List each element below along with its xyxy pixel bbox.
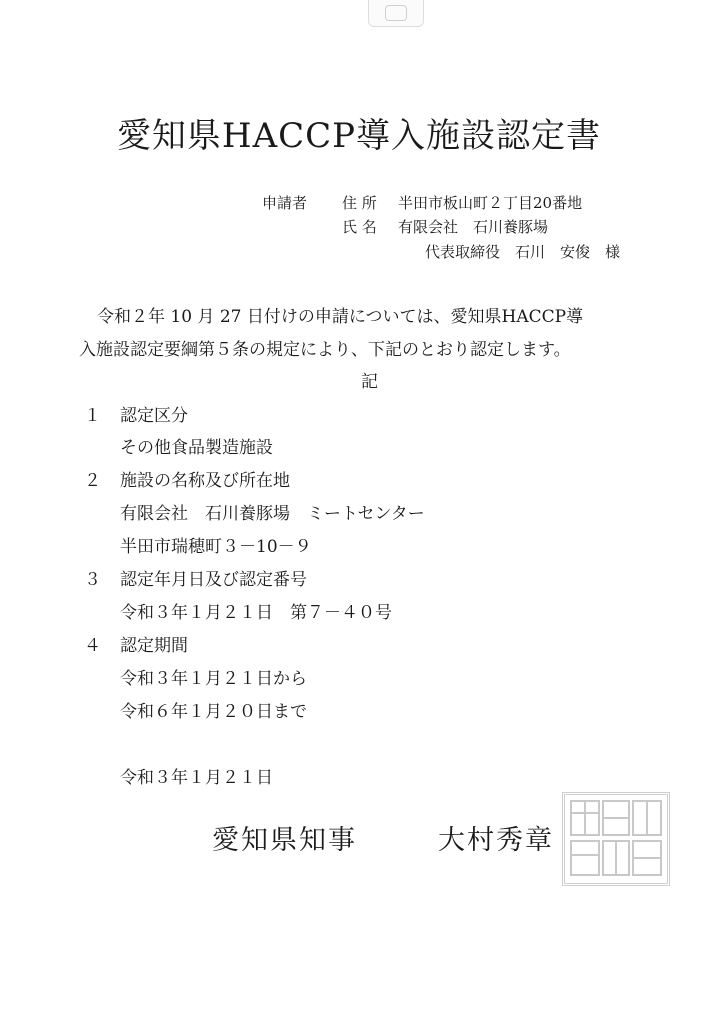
item-detail: 半田市瑞穂町３－10－９ [120, 537, 312, 557]
receipt-stamp-mark [385, 5, 407, 21]
item-detail: 有限会社 石川養豚場 ミートセンター [120, 504, 425, 524]
item-detail: 令和６年１月２０日まで [120, 702, 307, 722]
item-heading: 認定年月日及び認定番号 [120, 570, 307, 590]
item-number: ３ [84, 570, 101, 590]
issuer-title: 愛知県知事 [212, 825, 357, 856]
address-label: 住 所 [342, 194, 377, 212]
name-label: 氏 名 [342, 218, 377, 236]
item-number: １ [84, 406, 101, 426]
item-number: ４ [84, 636, 101, 656]
document-title: 愛知県HACCP導入施設認定書 [116, 116, 602, 156]
ki-heading: 記 [361, 372, 378, 392]
item-heading: 施設の名称及び所在地 [120, 471, 290, 491]
issue-date: 令和３年１月２１日 [120, 768, 273, 788]
item-detail: 令和３年１月２１日から [120, 669, 307, 689]
item-detail: その他食品製造施設 [120, 438, 273, 458]
address-value: 半田市板山町２丁目20番地 [398, 194, 583, 212]
item-heading: 認定区分 [120, 406, 188, 426]
representative-name: 代表取締役 石川 安俊 様 [425, 243, 621, 261]
applicant-label: 申請者 [262, 194, 308, 212]
intro-line-1: 令和２年 10 月 27 日付けの申請については、愛知県HACCP導 [97, 307, 584, 327]
official-seal [562, 792, 670, 886]
item-detail: 令和３年１月２１日 第７－４０号 [120, 603, 392, 623]
intro-line-2: 入施設認定要綱第５条の規定により、下記のとおり認定します。 [79, 340, 571, 360]
receipt-stamp [368, 0, 424, 27]
issuer-name: 大村秀章 [438, 825, 554, 856]
item-heading: 認定期間 [120, 636, 188, 656]
item-number: ２ [84, 471, 101, 491]
company-name: 有限会社 石川養豚場 [398, 218, 549, 236]
official-seal-graphic [565, 795, 667, 883]
